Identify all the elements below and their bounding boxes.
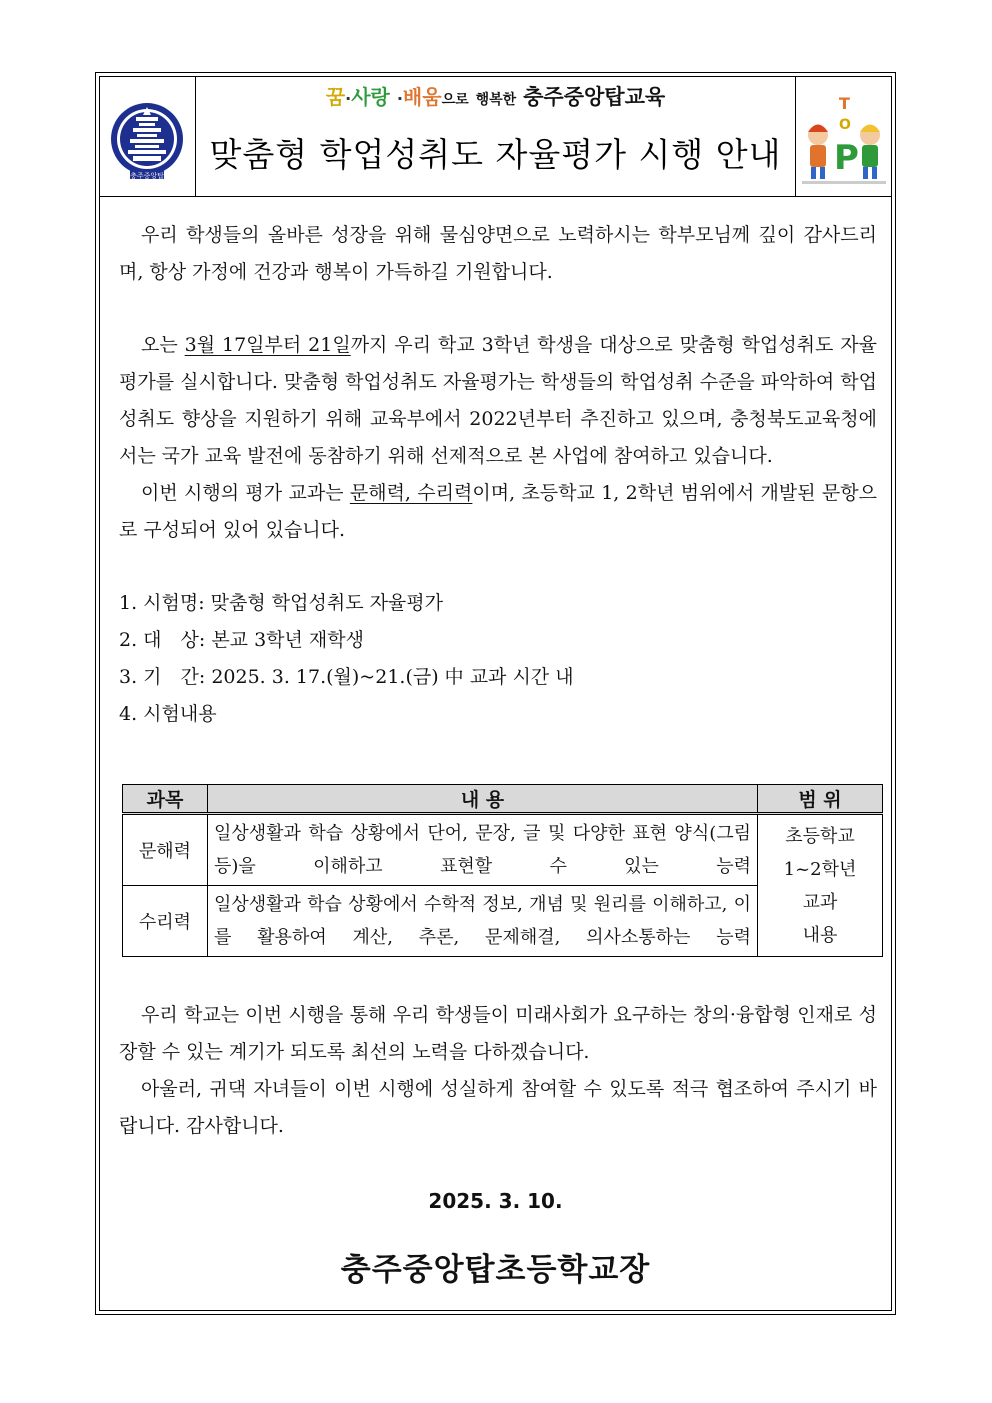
- slogan-learn: 배움: [402, 85, 442, 109]
- list-item-period: 3. 기 간: 2025. 3. 17.(월)~21.(금) 中 교과 시간 내: [119, 666, 574, 688]
- document-inner-frame: [99, 76, 892, 1311]
- table-header-subject: 과목: [123, 785, 208, 814]
- table-header-range: 범 위: [758, 785, 883, 814]
- slogan-dream: 꿈: [325, 85, 346, 109]
- closing-paragraph-2: 아울러, 귀댁 자녀들이 이번 시행에 성실하게 참여할 수 있도록 적극 협조하여 주시기 바랍니다. 감사합니다.: [119, 1078, 877, 1137]
- table-header-row: [123, 785, 883, 814]
- slogan-particle: 으로: [441, 92, 469, 108]
- logo-label: 충주중앙탑: [130, 172, 164, 180]
- range-line: 내용: [802, 924, 838, 946]
- slogan-separator: ·: [396, 89, 403, 108]
- list-item-name: 1. 시험명: 맞춤형 학업성취도 자율평가: [119, 592, 443, 614]
- exam-subjects: 문해력, 수리력: [349, 482, 473, 504]
- letter-header: [100, 77, 891, 197]
- table-cell-range: [758, 814, 883, 957]
- list-item-content: 4. 시험내용: [119, 703, 217, 725]
- slogan-separator: ·: [345, 89, 352, 108]
- intro-p3-prefix: 이번 시행의 평가 교과는: [141, 482, 350, 504]
- slogan-love: 사랑: [351, 85, 390, 109]
- intro-p2-rest: 까지 우리 학교 3학년 학생을 대상으로 맞춤형 학업성취도 자율평가를 실시합니다. 맞춤형 학업성취도 자율평가는 학생들의 학업성취 수준을 파악하여 학업성취도 향상을 지원하기 위해 교육부에서 2022년부터 추진하고 있으며, 충청북도교육청에서는 국가 교육 발전에 동참하기 위해 선제적으로 본 사업에 참여하고 있습니다.: [119, 334, 878, 467]
- mascot-letter-o: O: [839, 117, 851, 133]
- exam-content-table: [122, 784, 883, 957]
- mascot-letter-p: P: [834, 138, 859, 178]
- range-line: 1~2학년: [783, 858, 857, 880]
- page-title: 맞춤형 학업성취도 자율평가 시행 안내: [209, 135, 782, 174]
- signer-name: 충주중앙탑초등학교장: [340, 1252, 651, 1288]
- range-line: 교과: [802, 891, 838, 913]
- table-header-content: 내 용: [208, 785, 758, 814]
- intro-p2-prefix: 오는: [141, 334, 185, 356]
- table-cell-content: 일상생활과 학습 상황에서 수학적 정보, 개념 및 원리를 이해하고, 이를 활용하여 계산, 추론, 문제해결, 의사소통하는 능력: [208, 886, 758, 957]
- intro-paragraph-1: 우리 학생들의 올바른 성장을 위해 물심양면으로 노력하시는 학부모님께 깊이 감사드리며, 항상 가정에 건강과 행복이 가득하길 기원합니다.: [119, 224, 877, 283]
- top-mascot-icon: [796, 77, 891, 196]
- range-line: 초등학교: [785, 825, 855, 847]
- mascot-cell: [795, 77, 891, 196]
- list-item-target: 2. 대 상: 본교 3학년 재학생: [119, 629, 364, 651]
- intro-paragraph-3: [119, 475, 877, 549]
- table-cell-content: 일상생활과 학습 상황에서 단어, 문장, 글 및 다양한 표현 양식(그림 등)을 이해하고 표현할 수 있는 능력: [208, 814, 758, 886]
- intro-paragraph-2: [119, 327, 877, 475]
- closing-section: [119, 997, 877, 1145]
- intro-p3-rest: 이며, 초등학교 1, 2학년 범위에서 개발된 문항으로 구성되어 있어 있습니다.: [119, 482, 877, 541]
- letter-body: [119, 217, 877, 733]
- slogan: [196, 81, 795, 111]
- table-row: [123, 814, 883, 886]
- school-logo-cell: [100, 77, 196, 196]
- exam-dates: 3월 17일부터 21일: [184, 334, 351, 356]
- table-cell-subject: 수리력: [123, 886, 208, 957]
- closing-paragraph-1: 우리 학교는 이번 시행을 통해 우리 학생들이 미래사회가 요구하는 창의·융합형 인재로 성장할 수 있는 계기가 되도록 최선의 노력을 다하겠습니다.: [119, 1004, 877, 1063]
- school-logo-icon: [100, 77, 195, 196]
- mascot-letter-t: T: [839, 94, 850, 113]
- slogan-school-edu: 충주중앙탑교육: [523, 85, 666, 109]
- document-frame: [95, 72, 896, 1315]
- table-cell-subject: 문해력: [123, 814, 208, 886]
- letter-date: 2025. 3. 10.: [428, 1189, 563, 1213]
- slogan-happy: 행복한: [475, 92, 517, 108]
